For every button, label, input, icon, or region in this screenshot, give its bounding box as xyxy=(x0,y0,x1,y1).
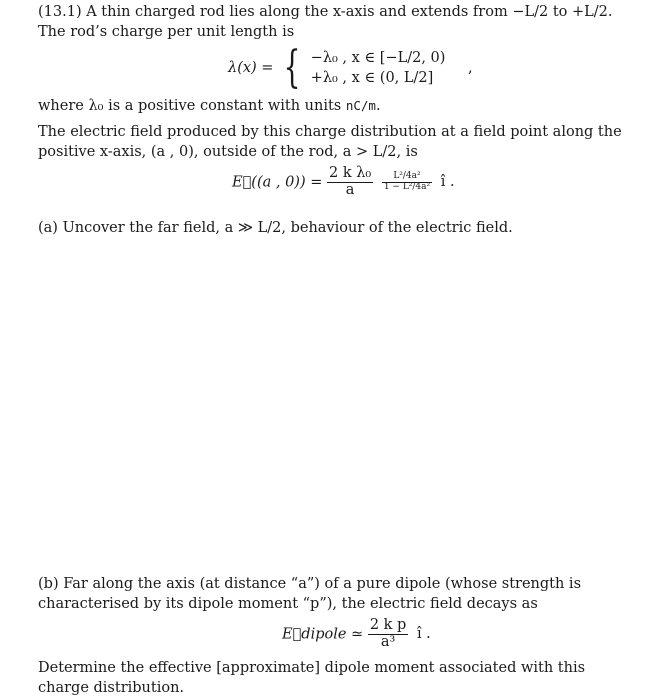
lambda-lhs: λ(x) = xyxy=(228,60,274,76)
field-equation xyxy=(232,166,455,199)
field-unit-vector: î . xyxy=(440,174,455,191)
where-suffix: . xyxy=(375,98,381,114)
field-paragraph: The electric field produced by this charge distribution at a field point along the positive x-axis, (a , 0), outside of the rod, a > L/2, is xyxy=(38,124,622,160)
field-coef-den: a xyxy=(345,181,355,198)
dipole-unit-vector: î . xyxy=(416,626,431,643)
field-ratio xyxy=(382,172,432,193)
dipole-equation xyxy=(282,618,431,651)
dipole-den: a³ xyxy=(380,633,396,650)
where-prefix: where λ₀ is a positive constant with units xyxy=(38,98,346,114)
case-negative: −λ₀ , x ∈ [−L/2, 0) xyxy=(310,50,446,66)
field-coef-num: 2 k λ₀ xyxy=(328,165,372,181)
case-positive: +λ₀ , x ∈ (0, L/2] xyxy=(310,70,434,86)
dipole-num: 2 k p xyxy=(369,617,407,633)
dipole-lhs: E⃗dipole ≃ xyxy=(282,626,364,643)
intro-paragraph: (13.1) A thin charged rod lies along the x-axis and extends from −L/2 to +L/2. The rod’s charge per unit length is xyxy=(38,4,613,40)
equation-comma: , xyxy=(468,60,473,76)
left-brace: { xyxy=(283,42,301,93)
part-b: (b) Far along the axis (at distance “a”) of a pure dipole (whose strength is characterised by its dipole moment “p”), the electric field decays as xyxy=(38,576,582,612)
field-ratio-num: L²/4a² xyxy=(382,172,432,183)
cases-block xyxy=(311,48,446,88)
field-coefficient xyxy=(327,166,373,199)
dipole-fraction xyxy=(368,618,409,651)
part-a: (a) Uncover the far field, a ≫ L/2, behaviour of the electric field. xyxy=(38,220,513,236)
field-lhs: E⃗((a , 0)) = xyxy=(232,174,323,191)
where-paragraph xyxy=(38,96,638,116)
final-instruction: Determine the effective [approximate] dipole moment associated with this charge distribution. xyxy=(38,660,586,696)
charge-density-equation xyxy=(228,42,473,93)
units-label: nC/m xyxy=(345,98,376,113)
field-ratio-den: 1 − L²/4a² xyxy=(383,181,431,192)
